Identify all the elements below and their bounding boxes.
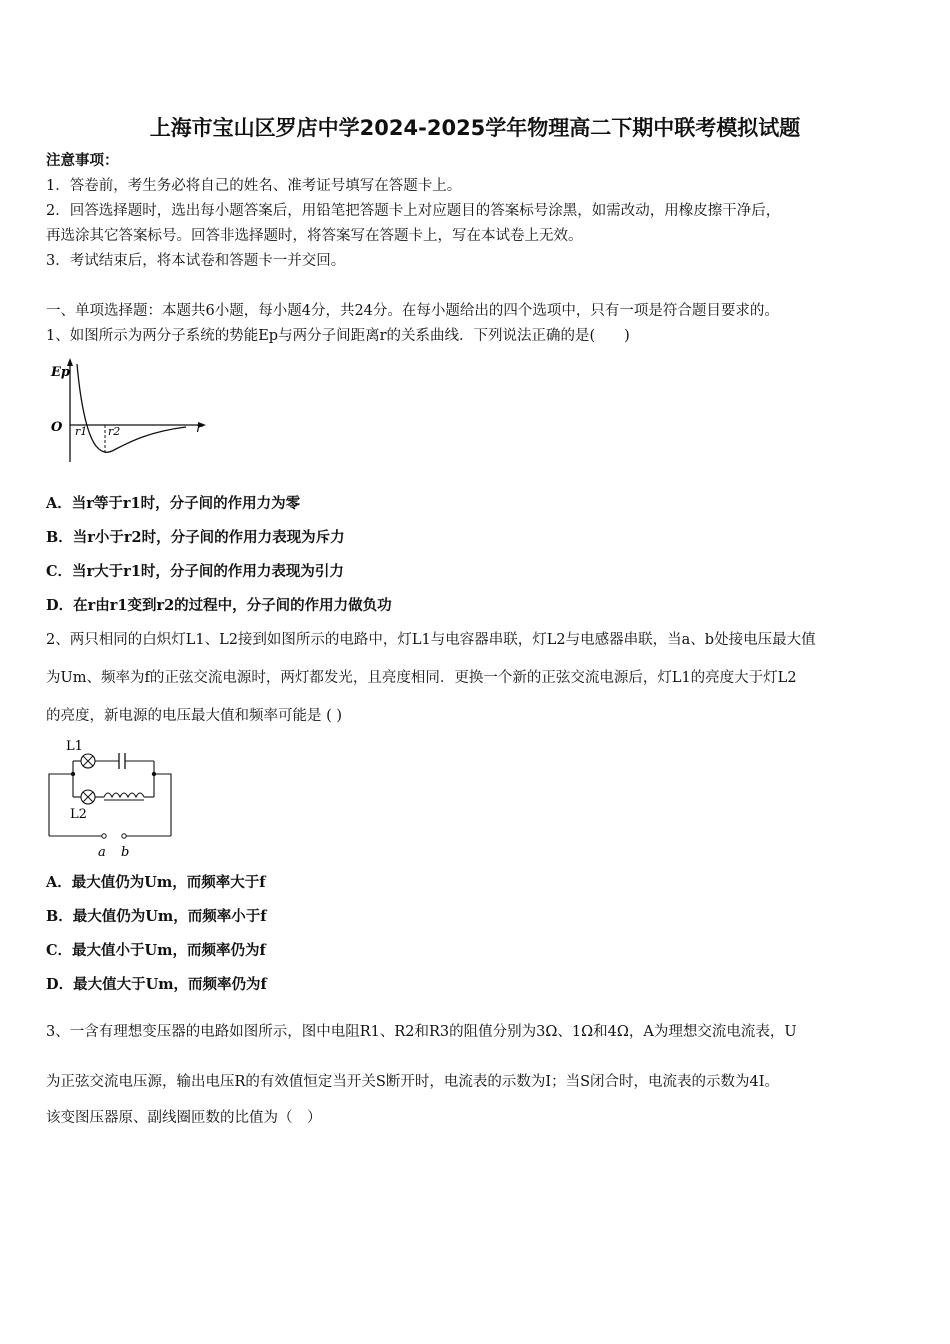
q2-stem-line-1: 2、两只相同的白炽灯L1、L2接到如图所示的电路中，灯L1与电容器串联，灯L2与电感器串联，当a、b处接电压最大值 [46, 632, 816, 648]
q1-option-a: A．当r等于r1时，分子间的作用力为零 [46, 495, 301, 512]
notice-item-3: 3．考试结束后，将本试卷和答题卡一并交回。 [46, 253, 346, 269]
q3-stem-line-3: 该变图压器原、副线圈匝数的比值为（ ） [46, 1110, 322, 1126]
q2-option-a: A．最大值仍为Um，而频率大于f [46, 874, 266, 891]
a-label: a [98, 845, 106, 860]
q1-stem: 1、如图所示为两分子系统的势能Ep与两分子间距离r的关系曲线．下列说法正确的是( ) [46, 328, 630, 344]
q2-stem-line-2: 为Um、频率为f的正弦交流电源时，两灯都发光，且亮度相同．更换一个新的正弦交流电源后，灯L1的亮度大于灯L2 [46, 670, 797, 686]
y-axis-label: Ep [51, 365, 70, 380]
l1-label: L1 [66, 739, 83, 754]
left-wire [49, 774, 73, 836]
r1-label: r1 [75, 425, 88, 438]
ep-curve [77, 364, 186, 452]
left-junction [71, 772, 75, 776]
q2-option-c: C．最大值小于Um，而频率仍为f [46, 942, 266, 959]
origin-label: O [51, 420, 63, 435]
q2-stem-line-3: 的亮度，新电源的电压最大值和频率可能是 ( ) [46, 708, 343, 724]
x-axis-label: r [196, 421, 203, 436]
terminal-a [102, 834, 106, 838]
q2-option-d: D．最大值大于Um，而频率仍为f [46, 976, 267, 993]
page-title: 上海市宝山区罗店中学2024-2025学年物理高二下期中联考模拟试题 [149, 116, 801, 140]
section-heading: 一、单项选择题：本题共6小题，每小题4分，共24分。在每小题给出的四个选项中，只有一项是符合题目要求的。 [46, 303, 779, 319]
q1-option-b: B．当r小于r2时，分子间的作用力表现为斥力 [46, 529, 345, 546]
right-junction [152, 772, 156, 776]
notice-item-2-cont: 再选涂其它答案标号。回答非选择题时，将答案写在答题卡上，写在本试卷上无效。 [46, 228, 583, 244]
r2-label: r2 [108, 425, 121, 438]
q1-option-d: D．在r由r1变到r2的过程中，分子间的作用力做负功 [46, 597, 392, 614]
q2-option-b: B．最大值仍为Um，而频率小于f [46, 908, 267, 925]
circuit-diagram [46, 736, 186, 860]
inductor-coil [104, 793, 144, 797]
terminal-b [122, 834, 126, 838]
potential-energy-graph [46, 358, 216, 468]
right-wire [154, 774, 171, 836]
q1-option-c: C．当r大于r1时，分子间的作用力表现为引力 [46, 563, 344, 580]
l2-label: L2 [70, 807, 87, 822]
q3-stem-line-2: 为正弦交流电压源，输出电压R的有效值恒定当开关S断开时，电流表的示数为I；当S闭合时，电流表的示数为4I。 [46, 1074, 779, 1090]
b-label: b [121, 845, 130, 860]
notice-item-2: 2．回答选择题时，选出每小题答案后，用铅笔把答题卡上对应题目的答案标号涂黑，如需改动，用橡皮擦干净后， [46, 203, 781, 219]
notice-item-1: 1．答卷前，考生务必将自己的姓名、准考证号填写在答题卡上。 [46, 178, 462, 194]
notice-heading: 注意事项： [46, 152, 119, 169]
q3-stem-line-1: 3、一含有理想变压器的电路如图所示，图中电阻R1、R2和R3的阻值分别为3Ω、1Ω和4Ω，A为理想交流电流表，U [46, 1024, 797, 1040]
